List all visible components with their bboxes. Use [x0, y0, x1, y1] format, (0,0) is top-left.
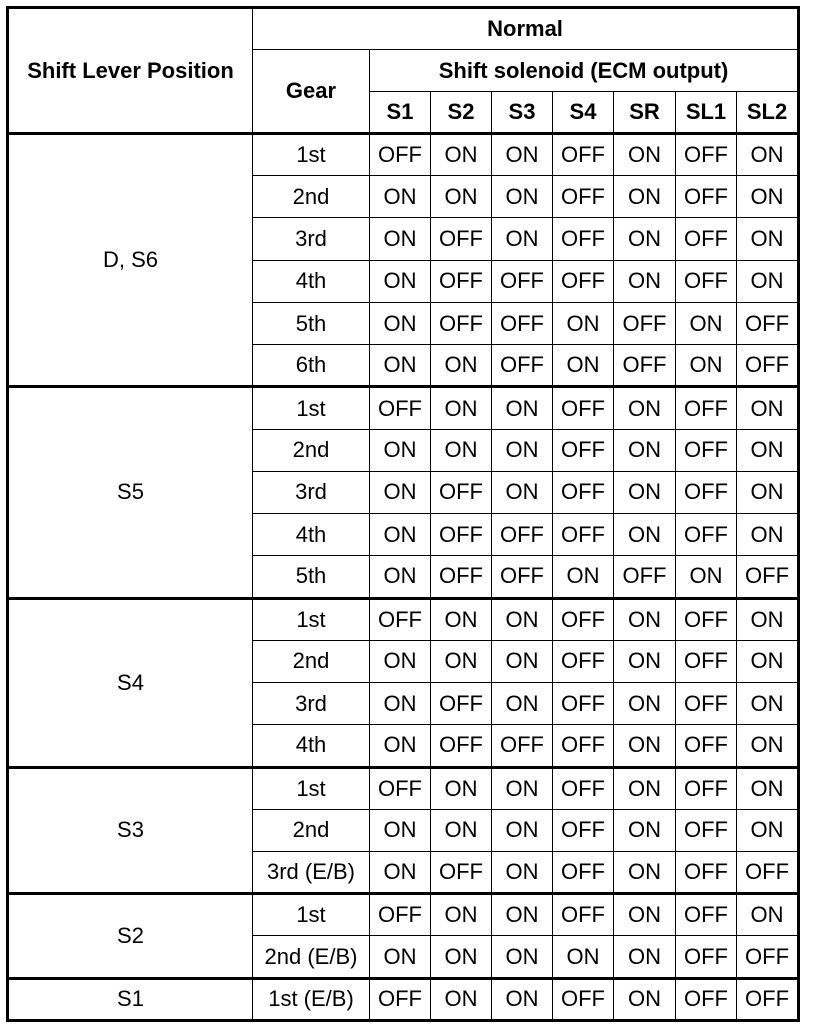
solenoid-header-s1: S1: [370, 92, 431, 134]
solenoid-state-cell: OFF: [676, 260, 737, 302]
table-row: [8, 387, 799, 429]
solenoid-state-cell: ON: [614, 429, 676, 471]
solenoid-state-cell: ON: [370, 514, 431, 556]
solenoid-state-cell: ON: [492, 176, 553, 218]
solenoid-state-cell: OFF: [431, 683, 492, 725]
solenoid-state-cell: ON: [614, 809, 676, 851]
solenoid-state-cell: OFF: [737, 302, 799, 344]
solenoid-state-cell: OFF: [370, 894, 431, 936]
shift-lever-position-cell: S3: [8, 767, 253, 894]
solenoid-state-cell: OFF: [737, 345, 799, 387]
solenoid-state-cell: ON: [737, 809, 799, 851]
solenoid-state-cell: ON: [737, 387, 799, 429]
solenoid-state-cell: OFF: [431, 471, 492, 513]
solenoid-header-sl2: SL2: [737, 92, 799, 134]
solenoid-state-cell: OFF: [614, 345, 676, 387]
solenoid-state-cell: OFF: [553, 767, 614, 809]
table-row: [8, 894, 799, 936]
gear-cell: 1st: [253, 894, 370, 936]
gear-header: Gear: [253, 50, 370, 134]
gear-cell: 2nd: [253, 429, 370, 471]
gear-cell: 4th: [253, 260, 370, 302]
solenoid-state-cell: ON: [431, 978, 492, 1020]
solenoid-state-cell: ON: [370, 218, 431, 260]
solenoid-state-cell: ON: [614, 978, 676, 1020]
solenoid-state-cell: ON: [370, 345, 431, 387]
gear-cell: 2nd: [253, 809, 370, 851]
solenoid-state-cell: ON: [614, 640, 676, 682]
solenoid-state-cell: ON: [370, 556, 431, 598]
solenoid-state-cell: ON: [614, 218, 676, 260]
solenoid-state-cell: ON: [492, 767, 553, 809]
gear-cell: 3rd (E/B): [253, 851, 370, 893]
solenoid-state-cell: ON: [492, 387, 553, 429]
gear-cell: 3rd: [253, 683, 370, 725]
gear-cell: 2nd: [253, 640, 370, 682]
solenoid-state-cell: ON: [614, 176, 676, 218]
solenoid-state-cell: OFF: [553, 429, 614, 471]
table-row: [8, 134, 799, 176]
solenoid-state-cell: OFF: [676, 725, 737, 767]
solenoid-state-cell: ON: [431, 640, 492, 682]
solenoid-state-cell: ON: [492, 429, 553, 471]
solenoid-state-cell: OFF: [737, 978, 799, 1020]
shift-solenoid-header: Shift solenoid (ECM output): [370, 50, 799, 92]
solenoid-state-cell: OFF: [676, 218, 737, 260]
solenoid-state-cell: ON: [370, 936, 431, 978]
solenoid-state-cell: ON: [614, 471, 676, 513]
solenoid-state-cell: OFF: [553, 260, 614, 302]
solenoid-state-cell: ON: [370, 640, 431, 682]
solenoid-state-cell: OFF: [492, 302, 553, 344]
shift-lever-position-cell: S1: [8, 978, 253, 1020]
solenoid-state-cell: OFF: [553, 683, 614, 725]
solenoid-state-cell: ON: [737, 260, 799, 302]
solenoid-state-cell: OFF: [676, 894, 737, 936]
solenoid-state-cell: OFF: [553, 134, 614, 176]
table-row: [8, 598, 799, 640]
solenoid-state-cell: OFF: [676, 978, 737, 1020]
solenoid-state-cell: ON: [737, 218, 799, 260]
solenoid-state-cell: OFF: [553, 640, 614, 682]
solenoid-state-cell: OFF: [431, 851, 492, 893]
solenoid-state-cell: OFF: [431, 514, 492, 556]
solenoid-state-cell: ON: [737, 725, 799, 767]
solenoid-state-cell: OFF: [676, 851, 737, 893]
shift-solenoid-table: [6, 6, 800, 1022]
solenoid-state-cell: OFF: [676, 471, 737, 513]
solenoid-header-s2: S2: [431, 92, 492, 134]
solenoid-state-cell: OFF: [431, 556, 492, 598]
solenoid-state-cell: ON: [492, 218, 553, 260]
solenoid-header-s3: S3: [492, 92, 553, 134]
table-header: [8, 8, 799, 134]
solenoid-state-cell: ON: [431, 176, 492, 218]
solenoid-state-cell: OFF: [676, 176, 737, 218]
solenoid-state-cell: ON: [614, 851, 676, 893]
solenoid-state-cell: ON: [370, 851, 431, 893]
solenoid-state-cell: ON: [614, 260, 676, 302]
solenoid-state-cell: OFF: [553, 725, 614, 767]
solenoid-state-cell: ON: [431, 767, 492, 809]
solenoid-state-cell: ON: [737, 894, 799, 936]
solenoid-state-cell: OFF: [370, 598, 431, 640]
shift-lever-position-cell: S4: [8, 598, 253, 767]
gear-cell: 1st: [253, 598, 370, 640]
solenoid-header-sr: SR: [614, 92, 676, 134]
solenoid-state-cell: ON: [614, 387, 676, 429]
solenoid-header-sl1: SL1: [676, 92, 737, 134]
shift-lever-position-header: Shift Lever Position: [8, 8, 253, 134]
solenoid-state-cell: OFF: [676, 598, 737, 640]
solenoid-state-cell: ON: [737, 514, 799, 556]
solenoid-state-cell: OFF: [676, 683, 737, 725]
table-row: [8, 767, 799, 809]
gear-cell: 1st: [253, 767, 370, 809]
solenoid-state-cell: ON: [431, 809, 492, 851]
gear-cell: 1st (E/B): [253, 978, 370, 1020]
solenoid-state-cell: ON: [614, 514, 676, 556]
solenoid-state-cell: OFF: [553, 598, 614, 640]
solenoid-state-cell: OFF: [492, 725, 553, 767]
solenoid-state-cell: OFF: [553, 218, 614, 260]
normal-header: Normal: [253, 8, 799, 50]
solenoid-state-cell: ON: [737, 134, 799, 176]
solenoid-state-cell: ON: [431, 345, 492, 387]
gear-cell: 6th: [253, 345, 370, 387]
solenoid-state-cell: OFF: [492, 345, 553, 387]
solenoid-state-cell: ON: [737, 471, 799, 513]
solenoid-state-cell: ON: [492, 640, 553, 682]
solenoid-state-cell: ON: [676, 556, 737, 598]
solenoid-state-cell: OFF: [676, 809, 737, 851]
solenoid-state-cell: ON: [737, 176, 799, 218]
gear-cell: 5th: [253, 302, 370, 344]
solenoid-state-cell: ON: [553, 936, 614, 978]
solenoid-state-cell: OFF: [737, 851, 799, 893]
solenoid-state-cell: ON: [370, 471, 431, 513]
solenoid-state-cell: OFF: [676, 640, 737, 682]
solenoid-header-s4: S4: [553, 92, 614, 134]
solenoid-state-cell: OFF: [431, 260, 492, 302]
solenoid-state-cell: ON: [737, 598, 799, 640]
shift-lever-position-cell: S2: [8, 894, 253, 978]
gear-cell: 4th: [253, 514, 370, 556]
solenoid-state-cell: ON: [492, 894, 553, 936]
solenoid-state-cell: ON: [737, 683, 799, 725]
solenoid-state-cell: ON: [370, 725, 431, 767]
solenoid-state-cell: OFF: [553, 809, 614, 851]
solenoid-state-cell: OFF: [553, 978, 614, 1020]
solenoid-state-cell: OFF: [614, 556, 676, 598]
solenoid-state-cell: ON: [737, 429, 799, 471]
solenoid-state-cell: ON: [614, 683, 676, 725]
solenoid-state-cell: OFF: [370, 134, 431, 176]
solenoid-state-cell: OFF: [370, 387, 431, 429]
solenoid-state-cell: ON: [614, 598, 676, 640]
solenoid-state-cell: ON: [614, 894, 676, 936]
solenoid-state-cell: ON: [431, 598, 492, 640]
solenoid-state-cell: OFF: [614, 302, 676, 344]
solenoid-state-cell: OFF: [553, 471, 614, 513]
solenoid-state-cell: ON: [553, 556, 614, 598]
solenoid-state-cell: ON: [553, 345, 614, 387]
gear-cell: 5th: [253, 556, 370, 598]
solenoid-state-cell: OFF: [431, 302, 492, 344]
solenoid-state-cell: ON: [614, 767, 676, 809]
solenoid-state-cell: OFF: [431, 725, 492, 767]
gear-cell: 1st: [253, 134, 370, 176]
solenoid-state-cell: OFF: [676, 514, 737, 556]
gear-cell: 1st: [253, 387, 370, 429]
solenoid-state-cell: ON: [737, 767, 799, 809]
solenoid-state-cell: ON: [676, 345, 737, 387]
solenoid-state-cell: ON: [431, 134, 492, 176]
solenoid-state-cell: ON: [431, 894, 492, 936]
solenoid-state-cell: ON: [492, 134, 553, 176]
solenoid-state-cell: OFF: [492, 260, 553, 302]
solenoid-state-cell: OFF: [492, 556, 553, 598]
solenoid-state-cell: ON: [492, 471, 553, 513]
solenoid-state-cell: OFF: [676, 134, 737, 176]
solenoid-state-cell: ON: [492, 851, 553, 893]
solenoid-state-cell: OFF: [737, 556, 799, 598]
solenoid-state-cell: ON: [370, 683, 431, 725]
solenoid-state-cell: ON: [737, 640, 799, 682]
solenoid-state-cell: ON: [431, 936, 492, 978]
solenoid-state-cell: ON: [492, 978, 553, 1020]
solenoid-state-cell: OFF: [737, 936, 799, 978]
solenoid-state-cell: OFF: [676, 429, 737, 471]
gear-cell: 2nd (E/B): [253, 936, 370, 978]
solenoid-state-cell: ON: [431, 429, 492, 471]
solenoid-state-cell: ON: [614, 134, 676, 176]
solenoid-state-cell: OFF: [492, 514, 553, 556]
solenoid-state-cell: ON: [614, 725, 676, 767]
solenoid-state-cell: ON: [370, 176, 431, 218]
solenoid-state-cell: ON: [553, 302, 614, 344]
table-body: [8, 134, 799, 1021]
solenoid-state-cell: OFF: [553, 514, 614, 556]
solenoid-state-cell: ON: [370, 302, 431, 344]
shift-lever-position-cell: D, S6: [8, 134, 253, 387]
solenoid-state-cell: ON: [370, 260, 431, 302]
solenoid-state-cell: OFF: [676, 936, 737, 978]
shift-lever-position-cell: S5: [8, 387, 253, 598]
solenoid-state-cell: ON: [614, 936, 676, 978]
solenoid-state-cell: OFF: [370, 978, 431, 1020]
gear-cell: 4th: [253, 725, 370, 767]
solenoid-state-cell: ON: [676, 302, 737, 344]
solenoid-state-cell: OFF: [553, 387, 614, 429]
gear-cell: 3rd: [253, 218, 370, 260]
solenoid-state-cell: ON: [431, 387, 492, 429]
solenoid-state-cell: OFF: [370, 767, 431, 809]
gear-cell: 2nd: [253, 176, 370, 218]
solenoid-state-cell: ON: [492, 683, 553, 725]
solenoid-state-cell: OFF: [553, 851, 614, 893]
gear-cell: 3rd: [253, 471, 370, 513]
solenoid-state-cell: ON: [370, 809, 431, 851]
solenoid-state-cell: OFF: [553, 894, 614, 936]
solenoid-state-cell: ON: [492, 936, 553, 978]
solenoid-state-cell: OFF: [431, 218, 492, 260]
solenoid-state-cell: ON: [492, 598, 553, 640]
table-row: [8, 978, 799, 1020]
solenoid-state-cell: OFF: [553, 176, 614, 218]
solenoid-state-cell: OFF: [676, 767, 737, 809]
solenoid-state-cell: ON: [492, 809, 553, 851]
solenoid-state-cell: ON: [370, 429, 431, 471]
solenoid-state-cell: OFF: [676, 387, 737, 429]
